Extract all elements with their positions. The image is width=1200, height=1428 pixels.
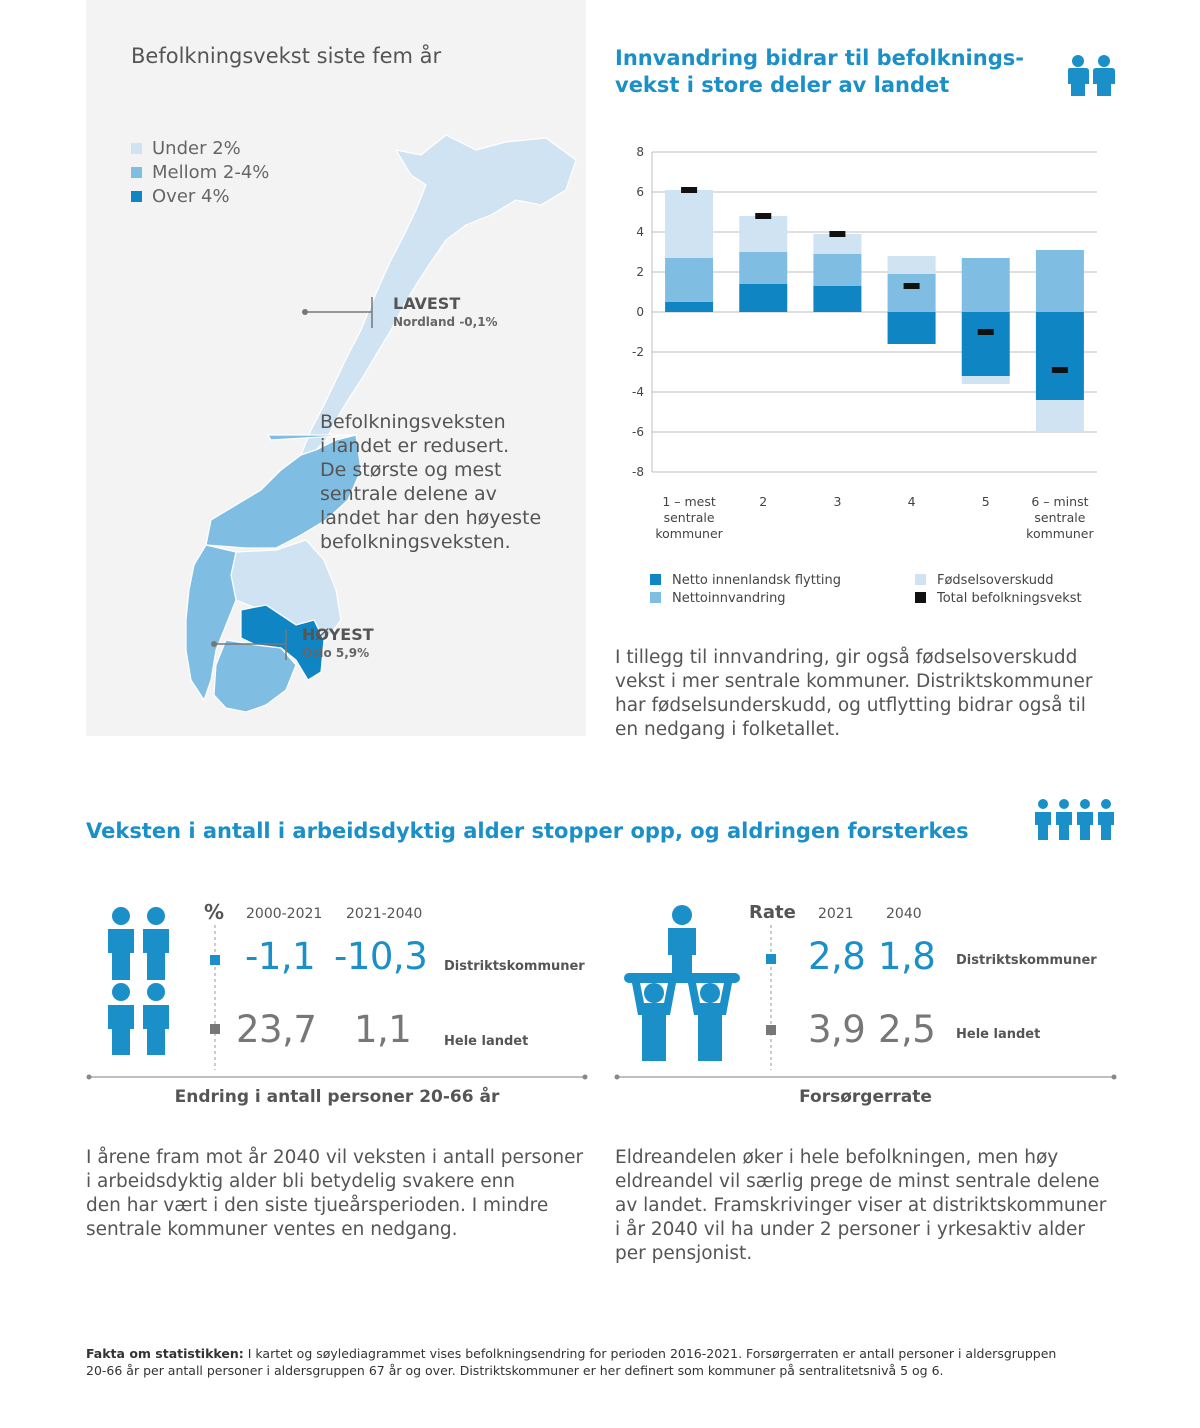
text-left	[86, 1146, 596, 1242]
bullet-blue	[210, 955, 220, 965]
text-line: Eldreandelen øker i hele befolkningen, men høy	[615, 1147, 1059, 1168]
right-caption: Forsørgerrate	[799, 1087, 932, 1107]
text-line: I årene fram mot år 2040 vil veksten i antall personer	[86, 1147, 584, 1168]
lowest-callout	[393, 294, 498, 329]
legend-label: Mellom 2-4%	[152, 162, 270, 183]
legend-label: Netto innenlandsk flytting	[672, 573, 842, 588]
bar-segment	[813, 286, 861, 312]
text-right	[615, 1146, 1125, 1266]
x-tick-label: 4	[907, 494, 916, 509]
x-tick-label: kommuner	[655, 526, 723, 541]
legend-label: Nettoinnvandring	[672, 591, 786, 606]
highest-title: HØYEST	[302, 625, 374, 644]
total-marker	[681, 187, 697, 193]
bullet-grey	[766, 1025, 776, 1035]
legend-swatch	[650, 592, 661, 603]
x-tick-label: 2	[759, 494, 768, 509]
x-tick-label: 5	[981, 494, 990, 509]
text-line: sentrale kommuner ventes en nedgang.	[86, 1219, 458, 1240]
rate-hele-2021: 3,9	[808, 1008, 866, 1051]
rate-hele-2040: 2,5	[878, 1008, 936, 1051]
bar-segment	[739, 284, 787, 312]
text-line: av landet. Framskrivinger viser at distriktskommuner	[615, 1195, 1107, 1216]
value-hele-2040: 1,1	[354, 1008, 412, 1051]
unit-rate: Rate	[749, 902, 796, 923]
text-line: en nedgang i folketallet.	[615, 719, 841, 740]
value-distrikt-2040: -10,3	[334, 935, 428, 978]
chart-title-line: Innvandring bidrar til befolknings-	[615, 46, 1024, 70]
bar-chart	[600, 140, 1120, 620]
y-tick-label: 4	[636, 225, 644, 239]
legend-label: Total befolkningsvekst	[937, 591, 1082, 606]
text-line: eldreandel vil særlig prege de minst sentrale delene	[615, 1171, 1100, 1192]
y-tick-label: 6	[636, 185, 644, 199]
x-tick-label: 6 – minst	[1031, 494, 1089, 509]
bar-segment	[888, 274, 936, 312]
legend-swatch	[650, 574, 661, 585]
text-line: sentrale delene av	[320, 483, 497, 505]
footnote-line2: 20-66 år per antall personer i aldersgruppen 67 år og over. Distriktskommuner er her definert som kommuner på sentralitetsnivå 5 og 6.	[86, 1363, 944, 1378]
legend-label: Under 2%	[152, 138, 241, 159]
x-tick-label: kommuner	[1026, 526, 1094, 541]
bar-segment	[1036, 250, 1084, 312]
bar-segment	[665, 258, 713, 302]
y-tick-label: 2	[636, 265, 644, 279]
chart-title-line: vekst i store deler av landet	[615, 73, 950, 97]
left-axis	[205, 925, 225, 1075]
legend-swatch	[915, 592, 926, 603]
y-tick-label: -8	[632, 465, 644, 479]
chart-title	[615, 45, 1055, 99]
footnote-line1	[86, 1345, 1116, 1362]
col-head-2021: 2021	[818, 906, 854, 922]
section-title: Veksten i antall i arbeidsdyktig alder stopper opp, og aldringen forsterkes	[86, 819, 969, 843]
label-distrikt-rate: Distriktskommuner	[956, 953, 1097, 968]
y-tick-label: 8	[636, 145, 644, 159]
highest-callout	[302, 625, 374, 660]
x-tick-label: sentrale	[663, 510, 715, 525]
chart-description	[615, 646, 1115, 742]
map-region-south	[214, 640, 296, 712]
col-head-2021-2040: 2021-2040	[346, 906, 423, 922]
bar-segment	[665, 302, 713, 312]
bar-segment	[1036, 312, 1084, 400]
total-marker	[1052, 367, 1068, 373]
rate-distrikt-2021: 2,8	[808, 935, 866, 978]
bar-segment	[888, 312, 936, 344]
legend-swatch	[915, 574, 926, 585]
x-tick-label: sentrale	[1034, 510, 1086, 525]
bar-segment	[813, 254, 861, 286]
text-line: har fødselsunderskudd, og utflytting bidrar også til	[615, 695, 1086, 716]
text-line: i arbeidsdyktig alder bli betydelig svakere enn	[86, 1171, 516, 1192]
text-line: den har vært i den siste tjueårsperioden. I mindre	[86, 1195, 549, 1216]
label-distrikt: Distriktskommuner	[444, 959, 585, 974]
bar-segment	[962, 376, 1010, 384]
col-head-2040: 2040	[886, 906, 922, 922]
text-line: i år 2040 vil ha under 2 personer i yrkesaktiv alder	[615, 1219, 1085, 1240]
total-marker	[978, 329, 994, 335]
bullet-grey	[210, 1024, 220, 1034]
total-marker	[904, 283, 920, 289]
text-line: i landet er redusert.	[320, 435, 510, 457]
right-axis	[761, 925, 781, 1075]
value-hele-2000: 23,7	[236, 1008, 317, 1051]
total-marker	[829, 231, 845, 237]
text-line: Befolkningsveksten	[320, 411, 506, 433]
bar-segment	[739, 216, 787, 252]
footnote-bold: Fakta om statistikken:	[86, 1346, 244, 1361]
col-head-2000-2021: 2000-2021	[246, 906, 323, 922]
persons-group-icon	[106, 905, 172, 1055]
x-tick-label: 3	[833, 494, 842, 509]
unit-percent: %	[204, 900, 225, 924]
legend-label: Fødselsoverskudd	[937, 573, 1054, 588]
right-divider	[614, 1072, 1117, 1082]
footnote	[86, 1345, 1116, 1379]
dependency-ratio-icon	[622, 903, 742, 1063]
text-line: befolkningsveksten.	[320, 531, 511, 553]
map-title: Befolkningsvekst siste fem år	[131, 44, 442, 68]
footnote-text: I kartet og søylediagrammet vises befolkningsendring for perioden 2016-2021. Forsørgerraten er antall personer i aldersgruppen	[243, 1346, 1057, 1361]
text-line: landet har den høyeste	[320, 507, 542, 529]
bar-segment	[962, 312, 1010, 376]
bullet-blue	[766, 954, 776, 964]
bar-segment	[962, 258, 1010, 312]
highest-sub: Oslo 5,9%	[302, 646, 370, 660]
lowest-sub: Nordland -0,1%	[393, 315, 498, 329]
left-caption: Endring i antall personer 20-66 år	[174, 1087, 500, 1107]
value-distrikt-2000: -1,1	[245, 935, 316, 978]
bar-segment	[665, 190, 713, 258]
y-tick-label: 0	[636, 305, 644, 319]
legend-label: Over 4%	[152, 186, 230, 207]
y-tick-label: -4	[632, 385, 644, 399]
map-description	[320, 410, 580, 554]
text-line: per pensjonist.	[615, 1243, 753, 1264]
text-line: vekst i mer sentrale kommuner. Distriktskommuner	[615, 671, 1093, 692]
total-marker	[755, 213, 771, 219]
left-divider	[86, 1072, 588, 1082]
rate-distrikt-2040: 1,8	[878, 935, 936, 978]
lowest-title: LAVEST	[393, 294, 461, 313]
four-persons-icon	[1034, 798, 1116, 840]
bar-segment	[888, 256, 936, 274]
two-persons-icon	[1066, 54, 1118, 96]
label-hele: Hele landet	[444, 1034, 529, 1049]
x-tick-label: 1 – mest	[662, 494, 716, 509]
text-line: I tillegg til innvandring, gir også fødselsoverskudd	[615, 647, 1078, 668]
label-hele-rate: Hele landet	[956, 1027, 1041, 1042]
y-tick-label: -2	[632, 345, 644, 359]
y-tick-label: -6	[632, 425, 644, 439]
text-line: De største og mest	[320, 459, 502, 481]
bar-segment	[739, 252, 787, 284]
bar-segment	[1036, 400, 1084, 432]
